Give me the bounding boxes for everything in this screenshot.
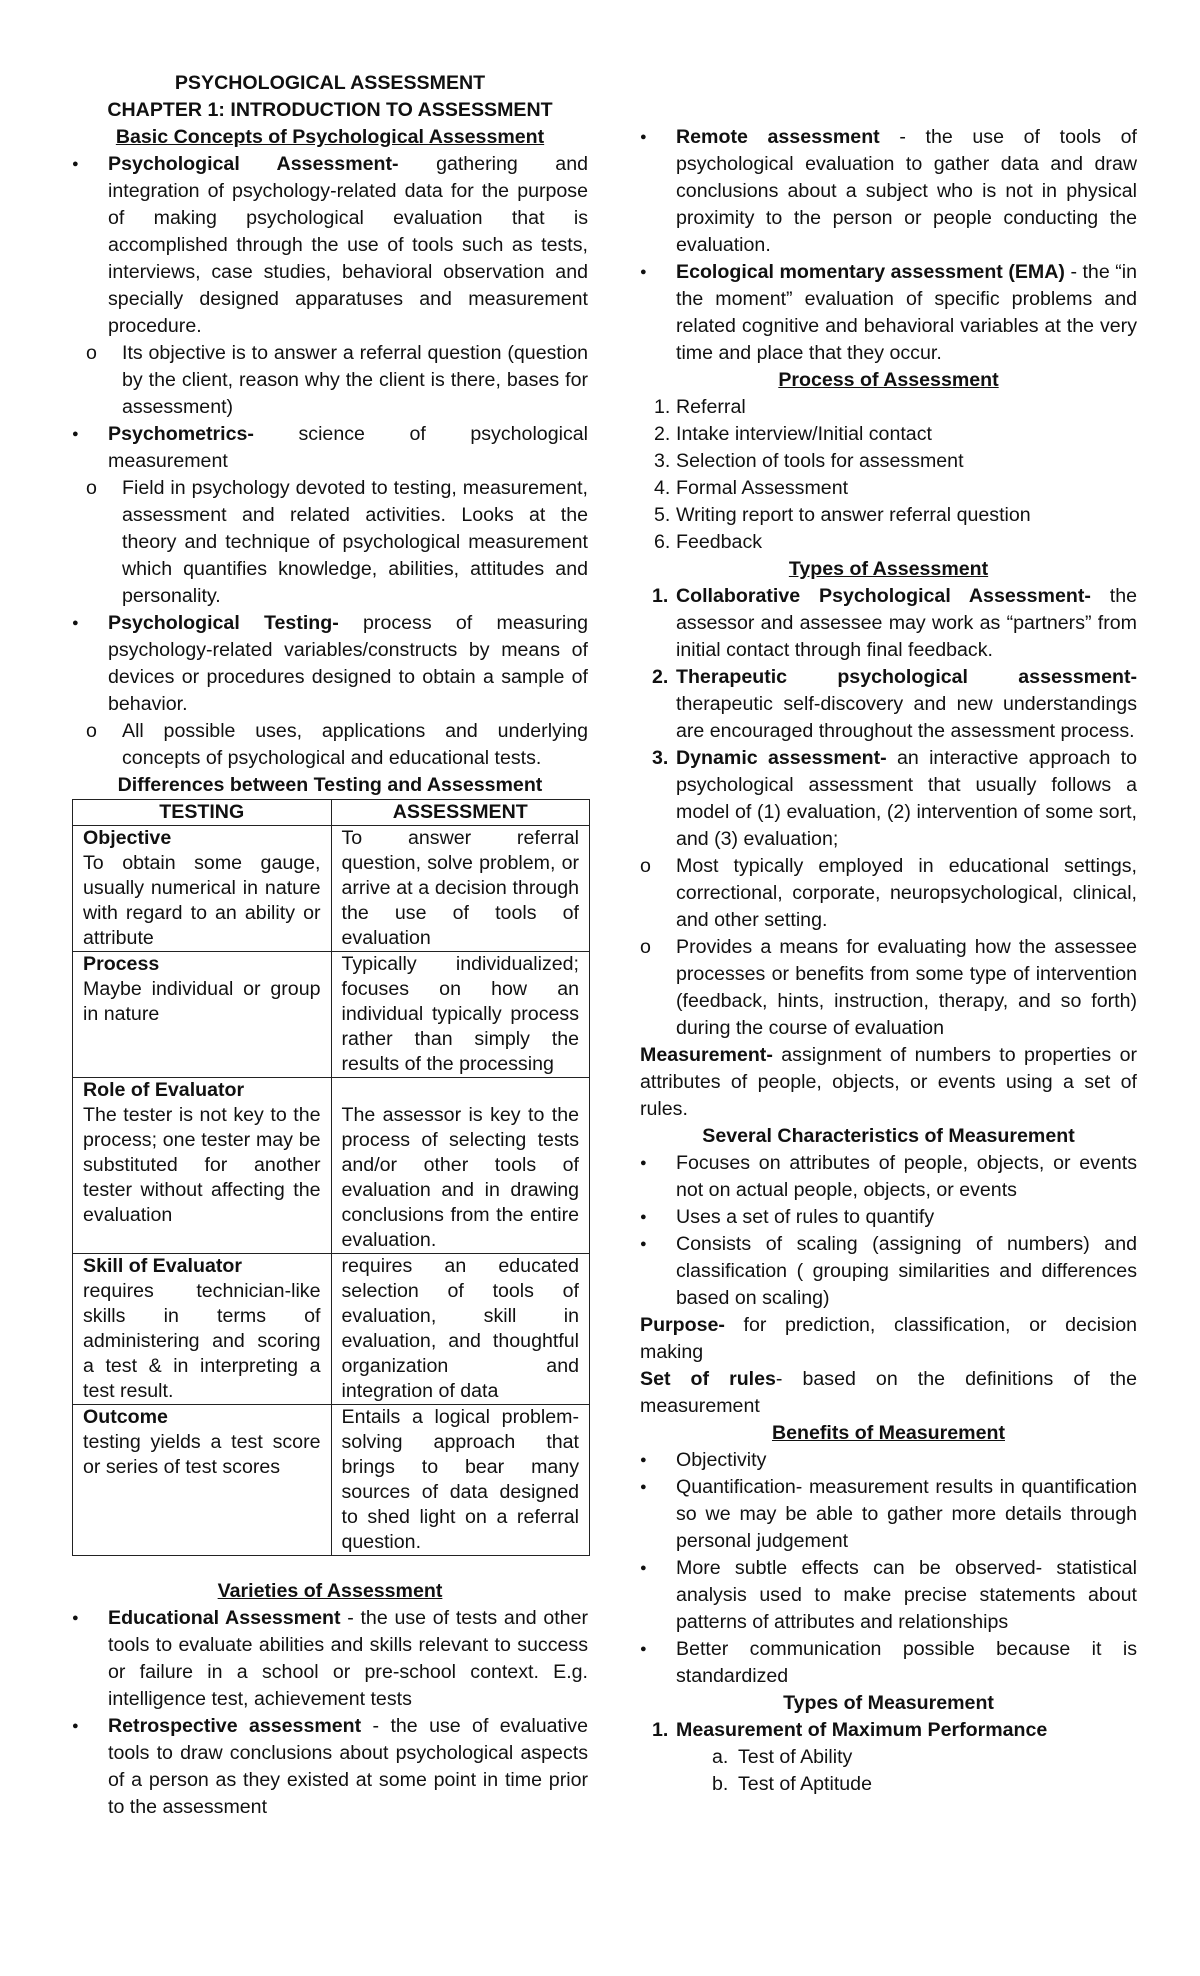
bullet-ecological-momentary-assessment: ● Ecological momentary assessment (EMA) - the “in the moment” evaluation of specific problems and related cognitive and behavioral variables at the very time and place that they occur. (640, 259, 1137, 367)
list-item: 4. Formal Assessment (654, 477, 849, 499)
list-item: 3. Dynamic assessment- an interactive approach to psychological assessment that usually follows a model of (1) evaluation, (2) intervention of some sort, and (3) evaluation; (652, 747, 1137, 850)
subitem-dynamic-settings: o Most typically employed in educational settings, correctional, corporate, neuropsychological, clinical, and other setting. (640, 853, 1137, 934)
row-label: Objective (83, 827, 172, 849)
table-row (73, 1078, 590, 1254)
bullet-psychological-assessment: ● Psychological Assessment- gathering and integration of psychology-related data for the purpose of making psychological evaluation that is accomplished through the use of tools such as tests, interviews, case studies, behavioral observation and specially designed apparatuses and measurement procedure. (72, 151, 588, 340)
list-item: 5. Writing report to answer referral question (654, 504, 1031, 526)
purpose-definition: Purpose- for prediction, classification, or decision making (640, 1314, 1137, 1363)
row-label: Outcome (83, 1406, 168, 1428)
section-heading-basic-concepts: Basic Concepts of Psychological Assessment (115, 126, 545, 148)
subitem-testing-uses: o All possible uses, applications and underlying concepts of psychological and educational tests. (72, 718, 588, 772)
list-item: 6. Feedback (654, 531, 763, 553)
row-label: Process (83, 953, 160, 975)
list-item: b. Test of Aptitude (712, 1773, 872, 1795)
table-cell-assessment: Typically individualized; focuses on how an individual typically process rather than simply the results of the processing (331, 952, 590, 1078)
list-item: 2. Intake interview/Initial contact (654, 423, 932, 445)
list-item: 3. Selection of tools for assessment (654, 450, 964, 472)
table-header-row (73, 800, 590, 826)
table-row (73, 952, 590, 1078)
measurement-definition: Measurement- assignment of numbers to properties or attributes of people, objects, or events using a set of rules. (640, 1044, 1137, 1120)
table-cell-assessment: Entails a logical problem-solving approach that brings to bear many sources of data designed to shed light on a referral question. (331, 1405, 590, 1556)
types-of-measurement-heading: Types of Measurement (783, 1692, 994, 1714)
differences-heading: Differences between Testing and Assessment (117, 774, 543, 796)
bullet-educational-assessment: ● Educational Assessment - the use of tests and other tools to evaluate abilities and skills relevant to success or failure in a school or pre-school context. E.g. intelligence test, achievement tests (72, 1605, 588, 1713)
document-title: PSYCHOLOGICAL ASSESSMENT (174, 72, 486, 94)
list-item: 1. Collaborative Psychological Assessment- the assessor and assessee may work as “partners” from initial contact through final feedback. (652, 585, 1137, 661)
types-of-assessment-heading: Types of Assessment (788, 558, 989, 580)
table-cell-testing: Objective To obtain some gauge, usually numerical in nature with regard to an ability or attribute (73, 826, 332, 952)
row-label: Role of Evaluator (83, 1079, 245, 1101)
list-item: 1. Referral (654, 396, 746, 418)
list-item: a. Test of Ability (712, 1746, 853, 1768)
table-cell-assessment: The assessor is key to the process of selecting tests and/or other tools of evaluation and in drawing conclusions from the entire evaluation. (331, 1078, 590, 1254)
varieties-heading: Varieties of Assessment (217, 1580, 443, 1602)
list-item: ● More subtle effects can be observed- statistical analysis used to make precise statements about patterns of attributes and relationships (640, 1555, 1137, 1636)
set-of-rules-definition: Set of rules- based on the definitions of the measurement (640, 1368, 1137, 1417)
column-header-assessment: ASSESSMENT (331, 800, 590, 826)
list-item: ● Objectivity (640, 1447, 1137, 1474)
benefits-heading: Benefits of Measurement (771, 1422, 1005, 1444)
column-header-testing: TESTING (73, 800, 332, 826)
bullet-psychometrics: ● Psychometrics- science of psychological measurement (72, 421, 588, 475)
bullet-remote-assessment: ● Remote assessment - the use of tools of psychological evaluation to gather data and draw conclusions about a subject who is not in physical proximity to the person or people conducting the evaluation. (640, 124, 1137, 259)
subitem-referral-objective: o Its objective is to answer a referral question (question by the client, reason why the client is there, bases for assessment) (72, 340, 588, 421)
table-cell-testing: Skill of Evaluator requires technician-like skills in terms of administering and scoring a test & in interpreting a test result. (73, 1254, 332, 1405)
subitem-psychometrics-field: o Field in psychology devoted to testing, measurement, assessment and related activities. Looks at the theory and technique of psychological measurement which quantifies knowledge, abilities, attitudes and personality. (72, 475, 588, 610)
list-item: ● Uses a set of rules to quantify (640, 1204, 1137, 1231)
list-item: ● Better communication possible because it is standardized (640, 1636, 1137, 1690)
row-label: Skill of Evaluator (83, 1255, 242, 1277)
list-item: ● Consists of scaling (assigning of numbers) and classification ( grouping similarities and differences based on scaling) (640, 1231, 1137, 1312)
chapter-title: CHAPTER 1: INTRODUCTION TO ASSESSMENT (107, 99, 553, 121)
left-column (72, 70, 588, 1821)
characteristics-heading: Several Characteristics of Measurement (702, 1125, 1075, 1147)
testing-vs-assessment-table (72, 799, 590, 1556)
list-item: ● Focuses on attributes of people, objects, or events not on actual people, objects, or events (640, 1150, 1137, 1204)
process-heading: Process of Assessment (778, 369, 999, 391)
bullet-psychological-testing: ● Psychological Testing- process of measuring psychology-related variables/constructs by means of devices or procedures designed to obtain a sample of behavior. (72, 610, 588, 718)
bullet-retrospective-assessment: ● Retrospective assessment - the use of evaluative tools to draw conclusions about psychological aspects of a person as they existed at some point in time prior to the assessment (72, 1713, 588, 1821)
table-cell-assessment: To answer referral question, solve problem, or arrive at a decision through the use of tools of evaluation (331, 826, 590, 952)
table-cell-testing: Process Maybe individual or group in nature (73, 952, 332, 1078)
table-cell-assessment: requires an educated selection of tools of evaluation, skill in evaluation, and thoughtful organization and integration of data (331, 1254, 590, 1405)
table-row (73, 1405, 590, 1556)
table-row (73, 826, 590, 952)
table-row (73, 1254, 590, 1405)
list-item: 1. Measurement of Maximum Performance (652, 1719, 1048, 1741)
subitem-dynamic-means: o Provides a means for evaluating how the assessee processes or benefits from some type of intervention (feedback, hints, instruction, therapy, and so forth) during the course of evaluation (640, 934, 1137, 1042)
list-item: ● Quantification- measurement results in quantification so we may be able to gather more details through personal judgement (640, 1474, 1137, 1555)
list-item: 2. Therapeutic psychological assessment- therapeutic self-discovery and new understandings are encouraged throughout the assessment process. (652, 666, 1137, 742)
table-cell-testing: Role of Evaluator The tester is not key to the process; one tester may be substituted for another tester without affecting the evaluation (73, 1078, 332, 1254)
table-cell-testing: Outcome testing yields a test score or series of test scores (73, 1405, 332, 1556)
right-column (640, 70, 1137, 1798)
